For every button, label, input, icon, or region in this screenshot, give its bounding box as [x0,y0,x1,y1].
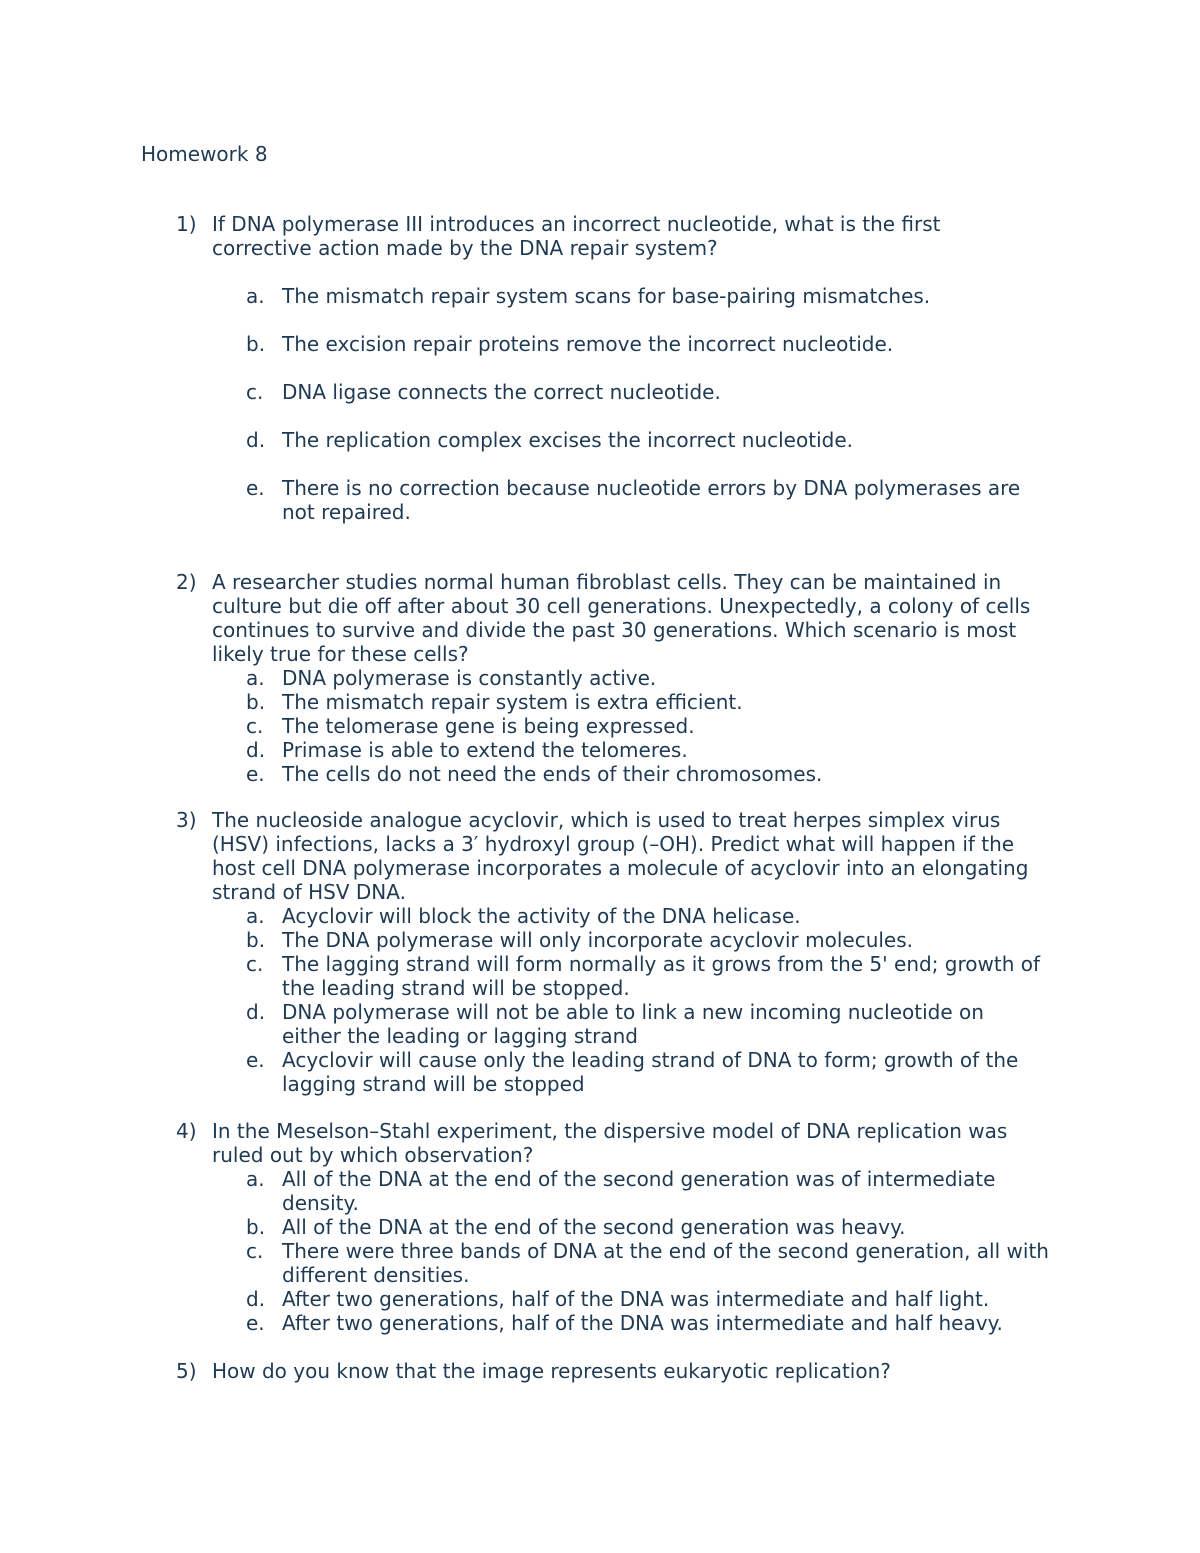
question-text: In the Meselson–Stahl experiment, the dispersive model of DNA replication was ruled out by which observation? [212,1119,1008,1167]
option-letter: a. [246,904,265,928]
answer-option-e [176,1311,1076,1335]
question-number: 2) [176,570,197,594]
answer-option-c [176,1239,1052,1287]
question-stem [176,1119,1076,1167]
question-number: 4) [176,1119,197,1143]
option-letter: b. [246,928,266,952]
answer-option-b [176,690,1076,714]
answer-option-b [176,1215,1076,1239]
option-text: The cells do not need the ends of their chromosomes. [282,762,823,786]
option-text: DNA ligase connects the correct nucleotide. [282,380,721,404]
answer-option-e [176,1048,1052,1096]
option-letter: d. [246,1287,266,1311]
option-text: The DNA polymerase will only incorporate acyclovir molecules. [282,928,914,952]
option-letter: b. [246,332,266,356]
answer-option-a [176,284,1076,308]
option-letter: c. [246,714,264,738]
answer-option-e [176,476,1052,524]
option-letter: b. [246,1215,266,1239]
option-letter: c. [246,952,264,976]
question-4 [176,1119,1076,1335]
option-letter: e. [246,1048,265,1072]
answer-option-d [176,1287,1076,1311]
option-text: After two generations, half of the DNA was intermediate and half light. [282,1287,990,1311]
answer-options [176,904,1076,1096]
option-text: Primase is able to extend the telomeres. [282,738,688,762]
option-letter: a. [246,1167,265,1191]
option-text: The excision repair proteins remove the incorrect nucleotide. [282,332,894,356]
question-stem [176,570,1076,666]
option-text: Acyclovir will cause only the leading strand of DNA to form; growth of the lagging strand will be stopped [282,1048,1019,1096]
question-number: 1) [176,212,197,236]
answer-option-a [176,904,1076,928]
answer-option-d [176,738,1076,762]
question-stem [176,212,1076,260]
answer-option-d [176,1000,1012,1048]
answer-option-b [176,332,1076,356]
option-letter: c. [246,380,264,404]
question-1 [176,212,1076,524]
option-letter: d. [246,1000,266,1024]
answer-options [176,284,1076,524]
answer-option-c [176,380,1076,404]
option-letter: d. [246,738,266,762]
question-3 [176,808,1076,1096]
option-text: There were three bands of DNA at the end of the second generation, all with different densities. [282,1239,1049,1287]
answer-option-b [176,928,1076,952]
question-number: 5) [176,1359,197,1383]
answer-option-a [176,666,1076,690]
question-text: If DNA polymerase III introduces an incorrect nucleotide, what is the first corrective action made by the DNA repair system? [212,212,941,260]
question-stem [176,808,1076,904]
option-letter: c. [246,1239,264,1263]
answer-option-c [176,714,1076,738]
answer-option-c [176,952,1042,1000]
option-text: DNA polymerase is constantly active. [282,666,657,690]
answer-option-d [176,428,1076,452]
option-text: The replication complex excises the incorrect nucleotide. [282,428,853,452]
question-number: 3) [176,808,197,832]
answer-options [176,666,1076,786]
question-text: A researcher studies normal human fibroblast cells. They can be maintained in culture but die off after about 30 cell generations. Unexpectedly, a colony of cells continues to survive and divide the past 30 generations. Which scenario is most likely true for these cells? [212,570,1031,666]
question-2 [176,570,1076,786]
option-letter: e. [246,762,265,786]
option-letter: a. [246,666,265,690]
option-letter: b. [246,690,266,714]
option-letter: e. [246,476,265,500]
document-title: Homework 8 [141,142,268,166]
option-text: The telomerase gene is being expressed. [282,714,695,738]
option-letter: a. [246,284,265,308]
option-text: After two generations, half of the DNA was intermediate and half heavy. [282,1311,1003,1335]
option-text: There is no correction because nucleotide errors by DNA polymerases are not repaired. [282,476,1021,524]
answer-option-e [176,762,1076,786]
answer-options [176,1167,1076,1335]
question-text: How do you know that the image represents eukaryotic replication? [212,1359,891,1383]
answer-option-a [176,1167,1052,1215]
option-text: All of the DNA at the end of the second generation was of intermediate density. [282,1167,996,1215]
option-letter: d. [246,428,266,452]
option-text: The mismatch repair system is extra efficient. [282,690,743,714]
question-stem [176,1359,1076,1383]
option-text: DNA polymerase will not be able to link a new incoming nucleotide on either the leading or lagging strand [282,1000,984,1048]
option-text: Acyclovir will block the activity of the DNA helicase. [282,904,801,928]
option-letter: e. [246,1311,265,1335]
question-text: The nucleoside analogue acyclovir, which is used to treat herpes simplex virus (HSV) infections, lacks a 3′ hydroxyl group (–OH). Predict what will happen if the host cell DNA polymerase incorporates a molecule of acyclovir into an elongating strand of HSV DNA. [212,808,1029,904]
option-text: All of the DNA at the end of the second generation was heavy. [282,1215,906,1239]
option-text: The mismatch repair system scans for base-pairing mismatches. [282,284,931,308]
question-5 [176,1359,1076,1383]
option-text: The lagging strand will form normally as it grows from the 5' end; growth of the leading strand will be stopped. [282,952,1041,1000]
